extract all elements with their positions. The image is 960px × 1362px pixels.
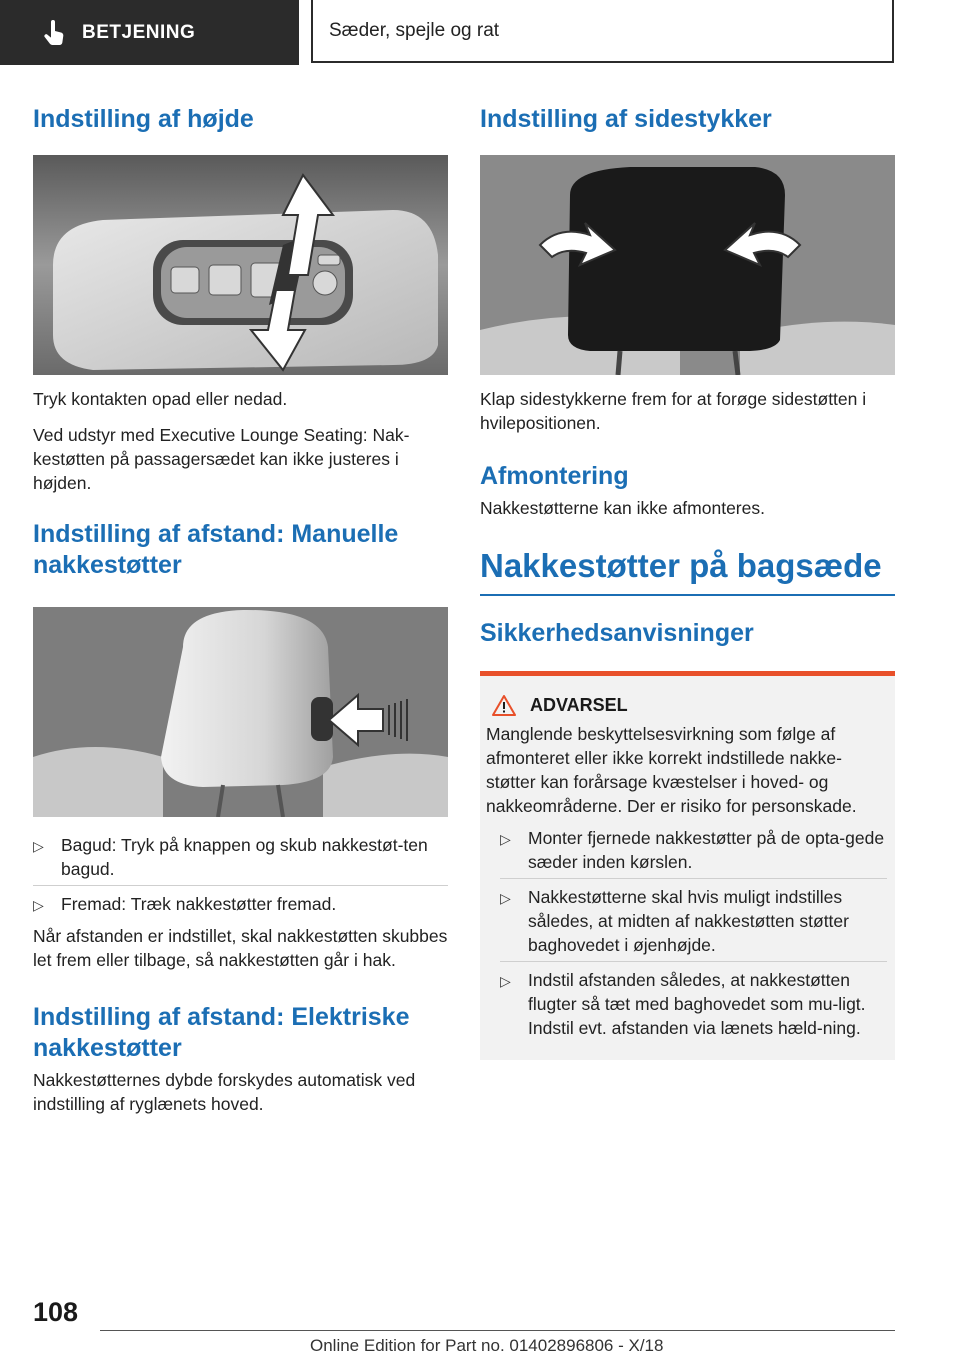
paragraph-remove: Nakkestøtterne kan ikke afmonteres. bbox=[480, 498, 765, 518]
left-column bbox=[33, 98, 448, 1116]
triangle-bullet-icon: ▷ bbox=[33, 897, 44, 913]
heading-electric: Indstilling af afstand: Elektriske nakkestøtter bbox=[33, 1003, 410, 1062]
touch-hand-icon bbox=[40, 19, 68, 47]
paragraph-side: Klap sidestykkerne frem for at forøge sidestøtten i hvilepositionen. bbox=[480, 389, 867, 433]
chapter-label: Sæder, spejle og rat bbox=[329, 19, 500, 41]
heading-height: Indstilling af højde bbox=[33, 105, 254, 133]
list-item: ▷ Indstil afstanden således, at nakkestøtten flugter så tæt med baghovedet som mu-ligt. Indstil evt. afstanden via lænets hæld-ning. bbox=[500, 961, 887, 1040]
manual-steps-list bbox=[33, 833, 448, 916]
seat-switch-illustration bbox=[33, 155, 448, 375]
warning-title: ADVARSEL bbox=[486, 694, 887, 716]
triangle-bullet-icon: ▷ bbox=[500, 890, 511, 906]
chapter-title bbox=[311, 0, 894, 63]
warning-triangle-icon bbox=[492, 694, 516, 716]
section-label: BETJENING bbox=[82, 21, 196, 43]
heading-rear: Nakkestøtter på bagsæde bbox=[480, 546, 895, 596]
paragraph-electric: Nakkestøtternes dybde forskydes automatisk ved indstilling af ryglænets hoved. bbox=[33, 1070, 416, 1114]
warning-list bbox=[500, 822, 887, 1040]
heading-safety: Sikkerhedsanvisninger bbox=[480, 619, 754, 647]
right-column bbox=[480, 98, 895, 1060]
heading-manual: Indstilling af afstand: Manuelle nakkestøtter bbox=[33, 520, 399, 579]
side-wings-illustration bbox=[480, 155, 895, 375]
headrest-manual-illustration bbox=[33, 607, 448, 817]
triangle-bullet-icon: ▷ bbox=[500, 973, 511, 989]
section-tab bbox=[0, 0, 299, 65]
list-item: ▷ Nakkestøtterne skal hvis muligt indstilles således, at midten af nakkestøtten støtter baghovedet i øjenhøjde. bbox=[500, 878, 887, 957]
list-item: ▷ Fremad: Træk nakkestøtter fremad. bbox=[33, 885, 448, 916]
list-item: ▷ Bagud: Tryk på knappen og skub nakkestøt-ten bagud. bbox=[33, 835, 428, 879]
triangle-bullet-icon: ▷ bbox=[500, 831, 511, 847]
warning-text: Manglende beskyttelsesvirkning som følge af afmonteret eller ikke korrekt indstillede nakke-støtter kan forårsage kvæstelser i hoved- og nakkeområderne. Der er risiko for personskade. bbox=[486, 724, 857, 816]
page-number: 108 bbox=[33, 1297, 79, 1327]
paragraph-height-1: Tryk kontakten opad eller nedad. bbox=[33, 389, 288, 409]
triangle-bullet-icon: ▷ bbox=[33, 838, 44, 854]
list-item: ▷ Monter fjernede nakkestøtter på de opta-gede sæder inden kørslen. bbox=[500, 828, 885, 872]
paragraph-height-2: Ved udstyr med Executive Lounge Seating: Nak-kestøtten på passagersædet kan ikke justeres i højden. bbox=[33, 425, 410, 493]
heading-remove: Afmontering bbox=[480, 462, 629, 490]
heading-side: Indstilling af sidestykker bbox=[480, 105, 772, 133]
edition-text: Online Edition for Part no. 01402896806 - X/18 bbox=[310, 1336, 664, 1355]
warning-box bbox=[480, 671, 895, 1060]
paragraph-manual: Når afstanden er indstillet, skal nakkestøtten skubbes let frem eller tilbage, så nakkestøtten går i hak. bbox=[33, 926, 448, 970]
footer-divider bbox=[100, 1330, 895, 1331]
